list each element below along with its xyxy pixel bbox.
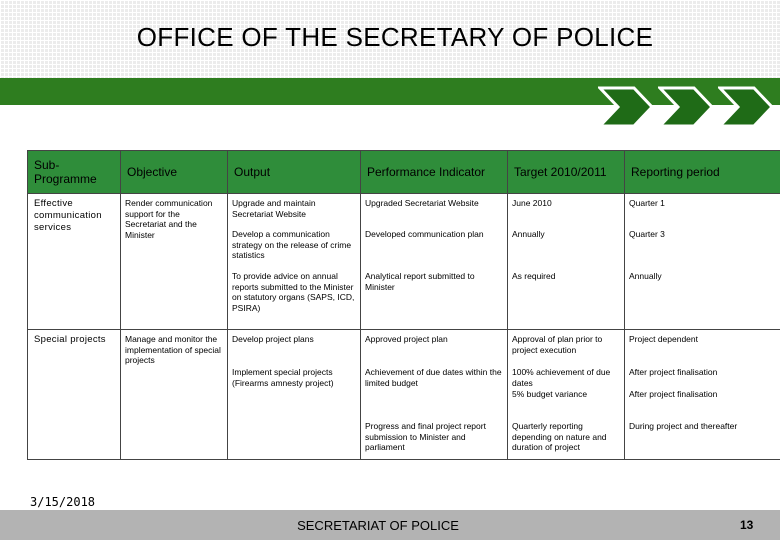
- table-row: [28, 194, 780, 330]
- indicator-entry: Approved project plan: [365, 334, 448, 344]
- objective-text: Manage and monitor the implementation of special projects: [125, 334, 221, 365]
- column-header-target: Target 2010/2011: [508, 151, 625, 194]
- objective-text: Render communication support for the Secretariat and the Minister: [125, 198, 213, 240]
- table-row: [28, 330, 780, 460]
- output-cell: [228, 330, 361, 460]
- column-header-output: Output: [228, 151, 361, 194]
- target-cell: [508, 330, 625, 460]
- target-entry: Approval of plan prior to project execution: [512, 334, 603, 355]
- subprogramme-text: Effective communication services: [34, 198, 102, 233]
- period-entry: After project finalisation: [629, 367, 718, 377]
- indicator-entry: Developed communication plan: [365, 229, 484, 239]
- output-entry: To provide advice on annual reports submitted to the Minister on statutory organs (SAPS, ICD, PSIRA): [232, 271, 355, 313]
- chevron-right-icon: [658, 86, 714, 128]
- target-entry: As required: [512, 271, 556, 281]
- objective-cell: [121, 330, 228, 460]
- indicator-entry: Upgraded Secretariat Website: [365, 198, 479, 208]
- table-header-row: [28, 151, 780, 194]
- chevron-right-icon: [718, 86, 774, 128]
- page-number: 13: [740, 518, 754, 532]
- indicator-cell: [361, 330, 508, 460]
- period-entry: After project finalisation: [629, 389, 718, 399]
- period-cell: [625, 194, 780, 330]
- chevron-right-icon: [598, 86, 654, 128]
- target-entry: June 2010: [512, 198, 552, 208]
- chevron-decoration: [598, 86, 780, 128]
- column-header-subprogramme: Sub-Programme: [28, 151, 121, 194]
- target-entry: 5% budget variance: [512, 389, 588, 399]
- indicator-entry: Progress and final project report submission to Minister and parliament: [365, 421, 486, 452]
- footer-title: SECRETARIAT OF POLICE: [297, 518, 459, 533]
- period-cell: [625, 330, 780, 460]
- output-entry: Develop project plans: [232, 334, 314, 344]
- objective-cell: [121, 194, 228, 330]
- period-entry: Quarter 1: [629, 198, 665, 208]
- column-header-objective: Objective: [121, 151, 228, 194]
- page-title: OFFICE OF THE SECRETARY OF POLICE: [136, 22, 654, 52]
- column-header-performance-indicator: Performance Indicator: [361, 151, 508, 194]
- programme-table: [27, 150, 780, 460]
- subprogramme-cell: [28, 330, 121, 460]
- subprogramme-text: Special projects: [34, 334, 106, 345]
- indicator-cell: [361, 194, 508, 330]
- indicator-entry: Analytical report submitted to Minister: [365, 271, 475, 292]
- target-entry: Quarterly reporting depending on nature and duration of project: [512, 421, 607, 452]
- slide-date: 3/15/2018: [30, 495, 96, 509]
- target-entry: 100% achievement of due dates: [512, 367, 611, 388]
- indicator-entry: Achievement of due dates within the limited budget: [365, 367, 502, 388]
- period-entry: Project dependent: [629, 334, 698, 344]
- output-cell: [228, 194, 361, 330]
- output-entry: Implement special projects (Firearms amnesty project): [232, 367, 334, 388]
- target-cell: [508, 194, 625, 330]
- period-entry: Quarter 3: [629, 229, 665, 239]
- output-entry: Upgrade and maintain Secretariat Website: [232, 198, 316, 219]
- period-entry: Annually: [629, 271, 662, 281]
- period-entry: During project and thereafter: [629, 421, 738, 431]
- target-entry: Annually: [512, 229, 545, 239]
- output-entry: Develop a communication strategy on the release of crime statistics: [232, 229, 352, 260]
- subprogramme-cell: [28, 194, 121, 330]
- column-header-reporting-period: Reporting period: [625, 151, 780, 194]
